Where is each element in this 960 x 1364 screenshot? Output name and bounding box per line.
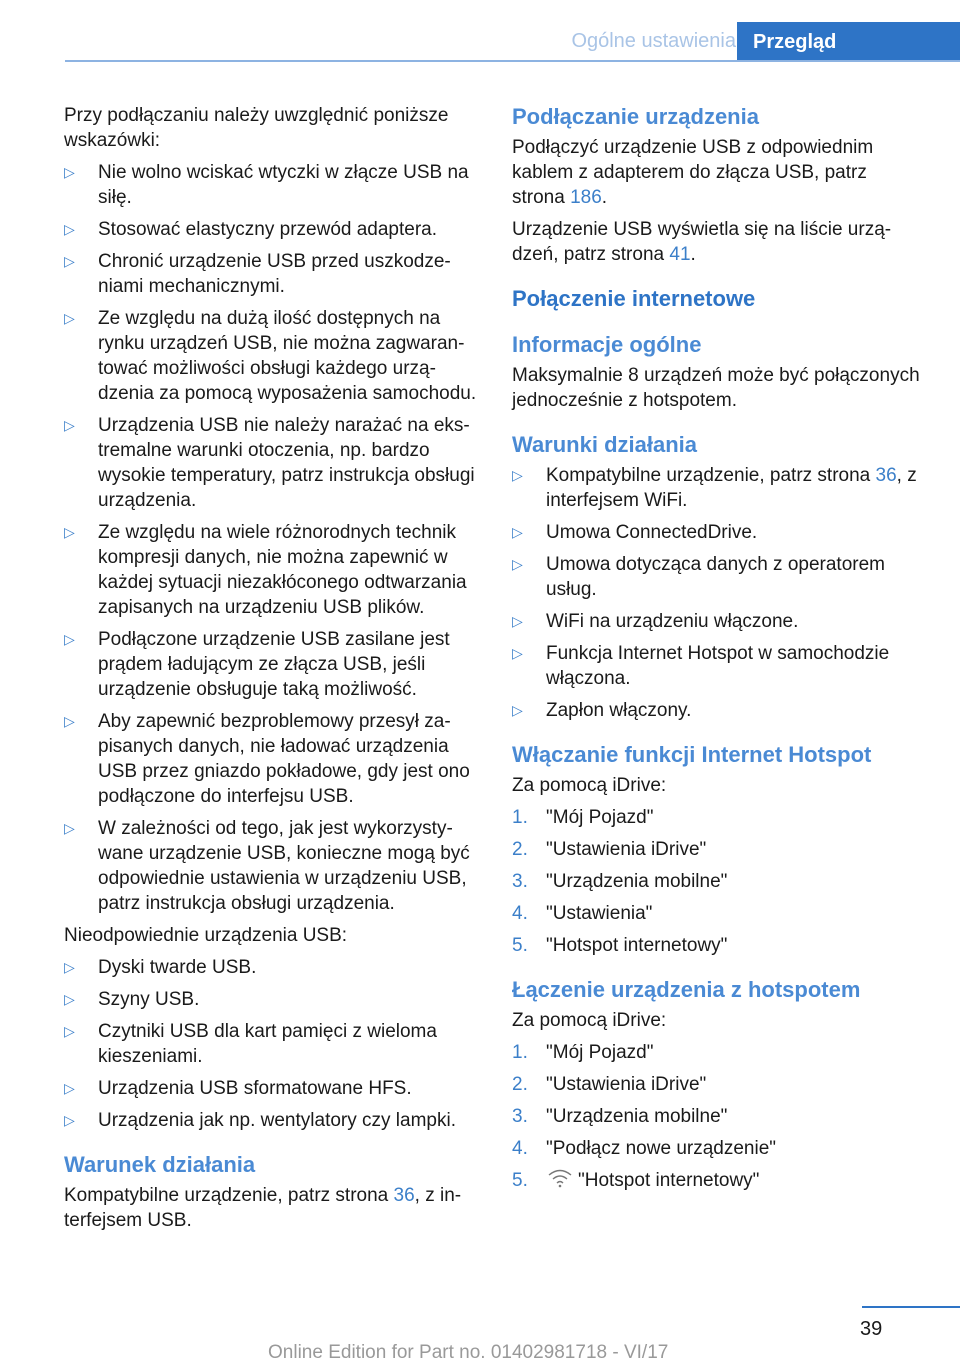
page-header (0, 0, 960, 62)
list-item: ▷ Urządzenia USB nie należy narażać na ekstremalne warunki otoczenia, np. bardzo wysokie temperatury, patrz instrukcja obsługi urządzenia. (64, 415, 475, 511)
page-link[interactable]: 36 (875, 465, 897, 486)
condition-heading: Warunek działania (64, 1152, 256, 1177)
page-link[interactable]: 186 (570, 187, 602, 208)
triangle-right-icon: ▷ (512, 524, 523, 540)
triangle-right-icon: ▷ (512, 467, 523, 483)
device-list-text: Urządzenie USB wyświetla się na liście urządzeń, patrz strona 41. (512, 219, 892, 265)
list-item: ▷ Urządzenia jak np. wentylatory czy lampki. (64, 1110, 456, 1131)
wifi-icon (546, 1168, 574, 1188)
list-item: ▷ Umowa dotycząca danych z operatorem usług. (512, 554, 885, 600)
unsuitable-title: Nieodpowiednie urządzenia USB: (64, 925, 348, 946)
triangle-right-icon: ▷ (512, 613, 523, 629)
triangle-right-icon: ▷ (64, 253, 75, 269)
page-link[interactable]: 36 (393, 1185, 415, 1206)
list-item: 2. "Ustawienia iDrive" (512, 1074, 707, 1095)
pair-via: Za pomocą iDrive: (512, 1010, 667, 1031)
list-item: 5. "Hotspot internetowy" (512, 935, 728, 956)
list-item: ▷ Czytniki USB dla kart pamięci z wieloma kieszeniami. (64, 1021, 437, 1067)
triangle-right-icon: ▷ (64, 524, 75, 540)
list-item: ▷ Ze względu na wiele różnorodnych technik kompresji danych, nie można zapewnić w każdej sytuacji niezakłóconego odtwarzania zapisanych na urządzeniu USB plików. (64, 522, 467, 618)
list-item: 1. "Mój Pojazd" (512, 1042, 654, 1063)
triangle-right-icon: ▷ (64, 631, 75, 647)
page-number: 39 (860, 1318, 883, 1340)
triangle-right-icon: ▷ (64, 713, 75, 729)
triangle-right-icon: ▷ (64, 1080, 75, 1096)
list-item: 3. "Urządzenia mobilne" (512, 871, 728, 892)
chapter-tab: Przegląd (737, 22, 960, 60)
list-item: 4. "Ustawienia" (512, 903, 653, 924)
footer-divider (862, 1306, 960, 1308)
triangle-right-icon: ▷ (512, 702, 523, 718)
list-item: ▷ Kompatybilne urządzenie, patrz strona 36, z interfejsem WiFi. (512, 465, 917, 511)
triangle-right-icon: ▷ (64, 417, 75, 433)
page-link[interactable]: 41 (669, 244, 691, 265)
triangle-right-icon: ▷ (64, 1112, 75, 1128)
triangle-right-icon: ▷ (64, 164, 75, 180)
right-column (512, 103, 924, 1200)
list-item: ▷ Funkcja Internet Hotspot w samochodzie włączona. (512, 643, 890, 689)
list-item: ▷ Stosować elastyczny przewód adaptera. (64, 219, 438, 240)
list-item: ▷ Chronić urządzenie USB przed uszkodzeniami mechanicznymi. (64, 251, 451, 297)
edition-footer: Online Edition for Part no. 01402981718 - VI/17 (268, 1342, 669, 1363)
list-item: ▷ Nie wolno wciskać wtyczki w złącze USB na siłę. (64, 162, 469, 208)
triangle-right-icon: ▷ (64, 310, 75, 326)
list-item: ▷ Umowa ConnectedDrive. (512, 522, 758, 543)
header-divider (65, 60, 960, 62)
connect-text: Podłączyć urządzenie USB z odpowiednim kablem z adapterem do złącza USB, patrz strona 186. (512, 137, 874, 208)
triangle-right-icon: ▷ (64, 820, 75, 836)
list-item: ▷ Urządzenia USB sformatowane HFS. (64, 1078, 412, 1099)
list-item: ▷ Podłączone urządzenie USB zasilane jest prądem ładującym ze złącza USB, jeśli urządzenie obsługuje taką możliwość. (64, 629, 450, 700)
enable-hotspot-heading: Włączanie funkcji Internet Hotspot (512, 742, 872, 767)
triangle-right-icon: ▷ (64, 221, 75, 237)
list-item: ▷ Aby zapewnić bezproblemowy przesył zapisanych danych, nie ładować urządzenia USB przez gniazdo pokładowe, gdy jest ono podłączone do interfejsu USB. (64, 711, 470, 807)
list-item: ▷ Zapłon włączony. (512, 700, 692, 721)
condition-text: Kompatybilne urządzenie, patrz strona 36, z interfejsem USB. (64, 1185, 462, 1231)
general-text: Maksymalnie 8 urządzeń może być połączonych jednocześnie z hotspotem. (512, 365, 920, 411)
pair-hotspot-heading: Łączenie urządzenia z hotspotem (512, 977, 861, 1002)
usb-intro: Przy podłączaniu należy uwzględnić poniższe wskazówki: (64, 105, 449, 151)
triangle-right-icon: ▷ (512, 645, 523, 661)
section-title: Ogólne ustawienia (571, 30, 736, 52)
list-item: ▷ W zależności od tego, jak jest wykorzystywane urządzenie USB, konieczne mogą być odpowiednie ustawienia w urządzeniu USB, patrz instrukcja obsługi urządzenia. (64, 818, 470, 914)
list-item: ▷ Dyski twarde USB. (64, 957, 257, 978)
connect-heading: Podłączanie urządzenia (512, 104, 759, 129)
list-item: ▷ Szyny USB. (64, 989, 200, 1010)
triangle-right-icon: ▷ (512, 556, 523, 572)
list-item: ▷ Ze względu na dużą ilość dostępnych na rynku urządzeń USB, nie można zagwarantować możliwości obsługi każdego urządzenia za pomocą wyposażenia samochodu. (64, 308, 477, 404)
list-item: ▷ WiFi na urządzeniu włączone. (512, 611, 799, 632)
enable-via: Za pomocą iDrive: (512, 775, 667, 796)
triangle-right-icon: ▷ (64, 1023, 75, 1039)
list-item: 2. "Ustawienia iDrive" (512, 839, 707, 860)
left-column (64, 103, 480, 1240)
internet-heading: Połączenie internetowe (512, 286, 756, 311)
list-item: 3. "Urządzenia mobilne" (512, 1106, 728, 1127)
triangle-right-icon: ▷ (64, 959, 75, 975)
list-item: 4. "Podłącz nowe urządzenie" (512, 1138, 777, 1159)
requirements-heading: Warunki działania (512, 432, 698, 457)
general-heading: Informacje ogólne (512, 332, 702, 357)
triangle-right-icon: ▷ (64, 991, 75, 1007)
list-item: 1. "Mój Pojazd" (512, 807, 654, 828)
list-item: 5. "Hotspot internetowy" (512, 1170, 760, 1191)
